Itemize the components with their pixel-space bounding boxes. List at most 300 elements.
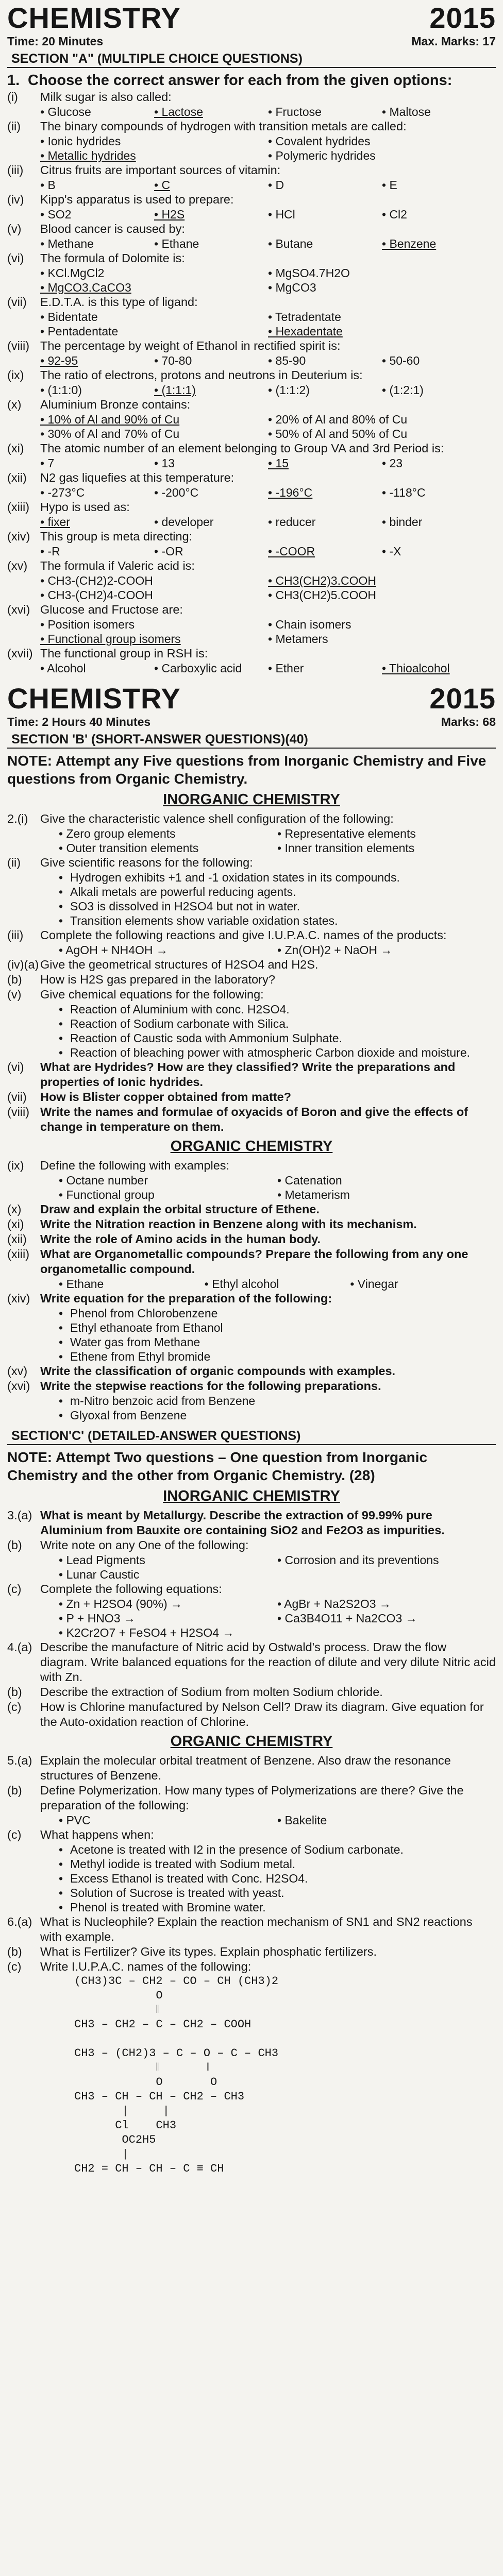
bullet-icon: • <box>59 1886 63 1900</box>
question-text: Glucose and Fructose are: <box>40 603 183 616</box>
question-number: (i) <box>7 90 18 104</box>
question-number: (ix) <box>7 368 24 382</box>
mcq-options <box>7 310 496 338</box>
correct-option: • Benzene <box>382 237 437 250</box>
sub-item-row <box>7 1002 496 1016</box>
option: • Bidentate <box>40 310 98 324</box>
question-number: (v) <box>7 222 22 235</box>
question-item <box>7 1753 496 1783</box>
option: • MgSO4.7H2O <box>268 266 350 280</box>
question-1: 1. Choose the correct answer for each from the given options: <box>7 72 452 89</box>
mcq-options <box>7 266 496 295</box>
sub-item-row <box>7 1045 496 1060</box>
sub-item: • Lead Pigments <box>59 1553 145 1567</box>
sub-item-row <box>7 913 496 928</box>
bullet-icon: • <box>59 1335 63 1349</box>
question-text: Write the names and formulae of oxyacids of Boron and give the effects of change in temperature on them. <box>40 1105 468 1133</box>
question-number: (xv) <box>7 559 28 572</box>
correct-option: • fixer <box>40 515 70 529</box>
section-b-heading: SECTION 'B' (SHORT-ANSWER QUESTIONS)(40) <box>7 731 496 749</box>
sub-item: Ethyl ethanoate from Ethanol <box>70 1321 223 1334</box>
bullet-icon: • <box>59 1350 63 1363</box>
option: • Cl2 <box>382 208 407 221</box>
question-number: (iii) <box>7 163 24 177</box>
mcq-question <box>7 397 496 412</box>
mcq-question <box>7 222 496 236</box>
mcq-options <box>7 412 496 441</box>
question-number: (iv) <box>7 193 24 206</box>
question-item <box>7 1105 496 1134</box>
question-text: The functional group in RSH is: <box>40 647 208 660</box>
structure-line: CH3 – (CH2)3 – C – O – C – CH3 <box>74 2047 279 2060</box>
mcq-options <box>7 485 496 500</box>
mcq-question <box>7 295 496 310</box>
question-number: 5.(a) <box>7 1754 32 1767</box>
sub-item-row <box>7 1567 496 1582</box>
bullet-icon: • <box>59 1046 63 1059</box>
sub-item: • Bakelite <box>277 1814 327 1827</box>
question-number: (vii) <box>7 295 27 309</box>
sub-item: Reaction of Aluminium with conc. H2SO4. <box>70 1003 290 1016</box>
question-text: Blood cancer is caused by: <box>40 222 185 235</box>
mcq-options <box>7 544 496 558</box>
option: • binder <box>382 515 423 529</box>
sub-item: • Lunar Caustic <box>59 1568 140 1581</box>
sub-item: • Zn + H2SO4 (90%) → <box>59 1597 183 1611</box>
sub-item: • Representative elements <box>277 827 416 840</box>
question-item <box>7 1640 496 1685</box>
option: • Tetradentate <box>268 310 341 324</box>
correct-option: • Lactose <box>154 105 203 118</box>
sub-item-row <box>7 1900 496 1914</box>
question-number: (c) <box>7 1960 22 1973</box>
mcq-list <box>7 90 496 675</box>
mcq-question <box>7 529 496 544</box>
option: • Butane <box>268 237 313 250</box>
sub-item: • Octane number <box>59 1174 148 1187</box>
sub-item: • Outer transition elements <box>59 841 199 855</box>
question-text: Write the role of Amino acids in the human body. <box>40 1232 321 1246</box>
correct-option: • (1:1:1) <box>154 383 196 397</box>
structure-line: | <box>74 2148 129 2161</box>
subject-title: CHEMISTRY <box>7 682 181 715</box>
question-number: (c) <box>7 1582 22 1596</box>
correct-option: • CH3(CH2)3.COOH <box>268 574 376 587</box>
bullet-icon: • <box>59 1017 63 1030</box>
question-number: 4.(a) <box>7 1640 32 1654</box>
sub-item-row <box>7 1320 496 1335</box>
question-text: Describe the manufacture of Nitric acid by Ostwald's process. Draw the flow diagram. Write balanced equations for the reaction of dilute and very dilute Nitric acid with Zn. <box>40 1640 496 1684</box>
organic-heading: ORGANIC CHEMISTRY <box>170 1733 333 1750</box>
question-number: (xi) <box>7 442 24 455</box>
section-c-heading: SECTION'C' (DETAILED-ANSWER QUESTIONS) <box>7 1428 496 1445</box>
question-text: The formula if Valeric acid is: <box>40 559 195 572</box>
option: • 50% of Al and 50% of Cu <box>268 427 408 440</box>
sub-item: • Ethyl alcohol <box>204 1277 279 1291</box>
sub-item-row <box>7 1306 496 1320</box>
bullet-icon: • <box>59 1901 63 1914</box>
mcq-question <box>7 558 496 573</box>
structure-line: ‖ <box>74 2004 159 2016</box>
organic-heading: ORGANIC CHEMISTRY <box>170 1138 333 1155</box>
sub-item: Reaction of Sodium carbonate with Silica. <box>70 1017 289 1030</box>
question-number: (b) <box>7 1538 22 1552</box>
sub-item: Phenol is treated with Bromine water. <box>70 1901 266 1914</box>
correct-option: • 92-95 <box>40 354 78 367</box>
question-item <box>7 1827 496 1842</box>
structure-line: CH2 = CH – CH – C ≡ CH <box>74 2162 224 2175</box>
inorganic-heading: INORGANIC CHEMISTRY <box>163 791 340 808</box>
question-number: (xvii) <box>7 647 33 660</box>
question-item <box>7 928 496 943</box>
time-marks-line <box>7 34 496 48</box>
question-number: (xiii) <box>7 500 30 514</box>
sub-item-row <box>7 1335 496 1349</box>
question-number: (viii) <box>7 339 30 352</box>
option: • 30% of Al and 70% of Cu <box>40 427 180 440</box>
option: • Ethane <box>154 237 199 250</box>
bullet-icon: • <box>59 1394 63 1408</box>
question-text: Describe the extraction of Sodium from molten Sodium chloride. <box>40 1685 383 1699</box>
correct-option: • MgCO3.CaCO3 <box>40 281 131 294</box>
option: • KCl.MgCl2 <box>40 266 105 280</box>
question-item <box>7 1959 496 1974</box>
correct-option: • Functional group isomers <box>40 632 181 646</box>
question-number: (xii) <box>7 471 27 484</box>
question-item <box>7 1685 496 1700</box>
structure-line: OC2H5 <box>74 2133 156 2146</box>
option: • MgCO3 <box>268 281 316 294</box>
question-number: (iii) <box>7 928 24 942</box>
question-number: (ix) <box>7 1159 24 1172</box>
option: • 70-80 <box>154 354 192 367</box>
sub-item: • Metamerism <box>277 1188 350 1201</box>
option: • CH3(CH2)5.COOH <box>268 588 376 602</box>
question-text: What are Hydrides? How are they classified? Write the preparations and properties of Ionic hydrides. <box>40 1060 456 1089</box>
sub-item-row <box>7 826 496 841</box>
section-c-organic-list <box>7 1753 496 1974</box>
bullet-icon: • <box>59 871 63 884</box>
paper-banner-a <box>7 3 496 33</box>
sub-item-row <box>7 885 496 899</box>
question-number: (v) <box>7 988 22 1001</box>
sub-item: • K2Cr2O7 + FeSO4 + H2SO4 → <box>59 1626 234 1639</box>
mcq-question <box>7 602 496 617</box>
mcq-question <box>7 338 496 353</box>
sub-item-row <box>7 1408 496 1422</box>
question-item <box>7 1364 496 1379</box>
sub-item: • Inner transition elements <box>277 841 415 855</box>
sub-item: Transition elements show variable oxidation states. <box>70 914 338 927</box>
sub-item: • PVC <box>59 1814 91 1827</box>
mcq-options <box>7 178 496 192</box>
question-number: (xiv) <box>7 1292 30 1305</box>
question-text: Milk sugar is also called: <box>40 90 172 104</box>
sub-item-row <box>7 1886 496 1900</box>
time-label: Time: 2 Hours 40 Minutes <box>7 715 151 728</box>
sub-item-row <box>7 1842 496 1857</box>
question-text: Aluminium Bronze contains: <box>40 398 191 411</box>
question-number: (vi) <box>7 1060 24 1074</box>
marks-label: Marks: 68 <box>441 715 496 728</box>
sub-item: • Zn(OH)2 + NaOH → <box>277 943 393 957</box>
question-text: What is Nucleophile? Explain the reaction mechanism of SN1 and SN2 reactions with example. <box>40 1915 473 1943</box>
option: • Position isomers <box>40 618 135 631</box>
question-text: The ratio of electrons, protons and neutrons in Deuterium is: <box>40 368 363 382</box>
question-text: What are Organometallic compounds? Prepare the following from any one organometallic compound. <box>40 1247 468 1276</box>
sub-item: Alkali metals are powerful reducing agents. <box>70 885 296 899</box>
structure-line <box>7 2032 496 2046</box>
section-c-marks: (28) <box>349 1467 375 1483</box>
correct-option: • Thioalcohol <box>382 662 450 675</box>
option: • CH3-(CH2)2-COOH <box>40 574 153 587</box>
year-label: 2015 <box>429 2 496 34</box>
sub-item: • Ca3B4O11 + Na2CO3 → <box>277 1612 417 1625</box>
structure-line: CH3 – CH2 – C – CH2 – COOH <box>74 2018 252 2031</box>
mcq-question <box>7 163 496 178</box>
question-text: What happens when: <box>40 1828 154 1841</box>
question-number: (b) <box>7 1685 22 1699</box>
question-number: (b) <box>7 1945 22 1958</box>
bullet-icon: • <box>59 1409 63 1422</box>
sub-item: • Functional group <box>59 1188 155 1201</box>
option: • 7 <box>40 456 55 470</box>
bullet-icon: • <box>59 1003 63 1016</box>
option: • -OR <box>154 545 183 558</box>
question-number: (xii) <box>7 1232 27 1246</box>
question-number: (vii) <box>7 1090 27 1104</box>
mcq-question <box>7 500 496 515</box>
question-item <box>7 1247 496 1277</box>
sub-item-row <box>7 1857 496 1871</box>
question-text: Give the characteristic valence shell configuration of the following: <box>40 812 394 825</box>
question-number: (x) <box>7 1202 22 1216</box>
question-number: (x) <box>7 398 22 411</box>
mcq-options <box>7 207 496 222</box>
structure-line: (CH3)3C – CH2 – CO – CH (CH3)2 <box>74 1975 279 1988</box>
bullet-icon: • <box>59 885 63 899</box>
question-text: What is meant by Metallurgy. Describe the extraction of 99.99% pure Aluminium from Bauxite ore containing SiO2 and Fe2O3 as impurities. <box>40 1509 445 1537</box>
sub-item-row <box>7 1871 496 1886</box>
question-text: Write the classification of organic compounds with examples. <box>40 1364 396 1378</box>
mcq-question <box>7 441 496 456</box>
option: • Polymeric hydrides <box>268 149 376 162</box>
option: • D <box>268 178 284 192</box>
sub-item-row <box>7 1625 496 1640</box>
question-item <box>7 1508 496 1538</box>
mcq-question <box>7 368 496 383</box>
question-text: Write note on any One of the following: <box>40 1538 249 1552</box>
sub-item-row <box>7 1394 496 1408</box>
question-text: Explain the molecular orbital treatment of Benzene. Also draw the resonance structures of Benzene. <box>40 1754 451 1782</box>
sub-item: Glyoxal from Benzene <box>70 1409 187 1422</box>
question-number: (xvi) <box>7 603 30 616</box>
option: • Metamers <box>268 632 328 646</box>
sub-item-row <box>7 1277 496 1291</box>
structure-line: Cl CH3 <box>74 2119 177 2132</box>
question-number: (ii) <box>7 856 21 869</box>
option: • -R <box>40 545 60 558</box>
section-b-organic-list <box>7 1158 496 1422</box>
sub-item: Excess Ethanol is treated with Conc. H2SO4. <box>70 1872 308 1885</box>
sub-item: • P + HNO3 → <box>59 1612 136 1625</box>
correct-option: • 10% of Al and 90% of Cu <box>40 413 180 426</box>
sub-item: • AgBr + Na2S2O3 → <box>277 1597 391 1611</box>
bullet-icon: • <box>59 1307 63 1320</box>
mcq-options <box>7 573 496 602</box>
question-text: Complete the following reactions and give I.U.P.A.C. names of the products: <box>40 928 447 942</box>
section-c-inorganic-list <box>7 1508 496 1730</box>
sub-item: • AgOH + NH4OH → <box>59 943 168 957</box>
sub-item-row <box>7 1597 496 1611</box>
subject-title: CHEMISTRY <box>7 2 181 34</box>
correct-option: • H2S <box>154 208 185 221</box>
time-marks-line <box>7 715 496 729</box>
mcq-question <box>7 251 496 266</box>
option: • Alcohol <box>40 662 86 675</box>
question-number: (b) <box>7 973 22 986</box>
mcq-question <box>7 646 496 661</box>
option: • 20% of Al and 80% of Cu <box>268 413 408 426</box>
option: • 85-90 <box>268 354 306 367</box>
question-number: (ii) <box>7 120 21 133</box>
question-text: The binary compounds of hydrogen with transition metals are called: <box>40 120 407 133</box>
question-text: What is Fertilizer? Give its types. Explain phosphatic fertilizers. <box>40 1945 377 1958</box>
question-text: The formula of Dolomite is: <box>40 251 185 265</box>
mcq-options <box>7 236 496 251</box>
mcq-options <box>7 383 496 397</box>
mcq-question <box>7 119 496 134</box>
option: • (1:2:1) <box>382 383 424 397</box>
sub-item-row <box>7 1016 496 1031</box>
question-number: (viii) <box>7 1105 30 1118</box>
option: • (1:1:2) <box>268 383 310 397</box>
bullet-icon: • <box>59 1031 63 1045</box>
bullet-icon: • <box>59 914 63 927</box>
question-number: (c) <box>7 1828 22 1841</box>
question-item <box>7 972 496 987</box>
sub-item: • Vinegar <box>350 1277 398 1291</box>
sub-item: • Zero group elements <box>59 827 176 840</box>
mcq-question <box>7 90 496 105</box>
mcq-options <box>7 456 496 470</box>
option: • reducer <box>268 515 316 529</box>
question-text: Write I.U.P.A.C. names of the following: <box>40 1960 252 1973</box>
question-text: The atomic number of an element belonging to Group VA and 3rd Period is: <box>40 442 444 455</box>
question-item <box>7 987 496 1002</box>
sub-item-row <box>7 841 496 855</box>
question-number: (c) <box>7 1700 22 1714</box>
sub-item: Reaction of bleaching power with atmospheric Carbon dioxide and moisture. <box>70 1046 471 1059</box>
sub-item: Hydrogen exhibits +1 and -1 oxidation states in its compounds. <box>70 871 400 884</box>
correct-option: • C <box>154 178 171 192</box>
structure-line: CH3 – CH – CH – CH2 – CH3 <box>74 2090 245 2103</box>
question-item <box>7 811 496 826</box>
question-text: This group is meta directing: <box>40 530 193 543</box>
question-number: (xv) <box>7 1364 28 1378</box>
mcq-options <box>7 353 496 368</box>
mcq-question <box>7 192 496 207</box>
option: • HCl <box>268 208 295 221</box>
sub-item-row <box>7 899 496 913</box>
sub-item-row <box>7 1188 496 1202</box>
option: • Maltose <box>382 105 431 118</box>
mcq-options <box>7 515 496 529</box>
question-text: Define Polymerization. How many types of Polymerizations are there? Give the preparation of the following: <box>40 1784 464 1812</box>
bullet-icon: • <box>59 900 63 913</box>
question-text: Hypo is used as: <box>40 500 130 514</box>
question-number: 3.(a) <box>7 1509 32 1522</box>
question-number: (b) <box>7 1784 22 1797</box>
question-item <box>7 1538 496 1553</box>
correct-option: • -196°C <box>268 486 313 499</box>
sub-item: Acetone is treated with I2 in the presence of Sodium carbonate. <box>70 1843 404 1856</box>
question-item <box>7 1944 496 1959</box>
mcq-options <box>7 617 496 646</box>
question-number: (xi) <box>7 1217 24 1231</box>
question-text: How is Chlorine manufactured by Nelson Cell? Draw its diagram. Give equation for the Auto-oxidation reaction of Chlorine. <box>40 1700 484 1728</box>
question-text: Citrus fruits are important sources of vitamin: <box>40 163 281 177</box>
correct-option: • 15 <box>268 456 289 470</box>
bullet-icon: • <box>59 1321 63 1334</box>
sub-item-row <box>7 1813 496 1827</box>
section-b-note: NOTE: Attempt any Five questions from Inorganic Chemistry and Five questions from Organic Chemistry. <box>7 753 487 787</box>
question-text: The percentage by weight of Ethanol in rectified spirit is: <box>40 339 341 352</box>
bullet-icon: • <box>59 1843 63 1856</box>
option: • -273°C <box>40 486 85 499</box>
sub-item-row <box>7 1173 496 1188</box>
option: • CH3-(CH2)4-COOH <box>40 588 153 602</box>
question-text: Give scientific reasons for the following: <box>40 856 253 869</box>
option: • Methane <box>40 237 94 250</box>
question-number: (xvi) <box>7 1379 30 1393</box>
question-text: Draw and explain the orbital structure of Ethene. <box>40 1202 320 1216</box>
sub-item: Ethene from Ethyl bromide <box>70 1350 211 1363</box>
option: • B <box>40 178 56 192</box>
bullet-icon: • <box>59 1872 63 1885</box>
time-label: Time: 20 Minutes <box>7 35 104 48</box>
question-item <box>7 1158 496 1173</box>
section-a-heading: SECTION "A" (MULTIPLE CHOICE QUESTIONS) <box>7 50 496 68</box>
year-label: 2015 <box>429 682 496 715</box>
sub-item: • Ethane <box>59 1277 104 1291</box>
sub-item-row <box>7 870 496 885</box>
sub-item-row <box>7 1611 496 1625</box>
option: • Carboxylic acid <box>154 662 242 675</box>
question-text: How is H2S gas prepared in the laboratory? <box>40 973 275 986</box>
question-item <box>7 1914 496 1944</box>
inorganic-heading: INORGANIC CHEMISTRY <box>163 1488 340 1504</box>
sub-item-row <box>7 1349 496 1364</box>
option: • E <box>382 178 397 192</box>
option: • Chain isomers <box>268 618 351 631</box>
sub-item: Reaction of Caustic soda with Ammonium Sulphate. <box>70 1031 342 1045</box>
question-text: Give chemical equations for the following: <box>40 988 264 1001</box>
question-number: (iv)(a) <box>7 958 39 971</box>
question-text: How is Blister copper obtained from matte? <box>40 1090 292 1104</box>
sub-item-row <box>7 1031 496 1045</box>
paper-banner-b <box>7 684 496 714</box>
option: • 50-60 <box>382 354 420 367</box>
question-item <box>7 1232 496 1247</box>
question-number: (xiii) <box>7 1247 30 1261</box>
option: • 23 <box>382 456 403 470</box>
structure-line: | | <box>74 2105 170 2117</box>
question-item <box>7 1202 496 1217</box>
sub-item-row <box>7 943 496 957</box>
sub-item: Water gas from Methane <box>70 1335 200 1349</box>
marks-label: Max. Marks: 17 <box>411 35 496 48</box>
